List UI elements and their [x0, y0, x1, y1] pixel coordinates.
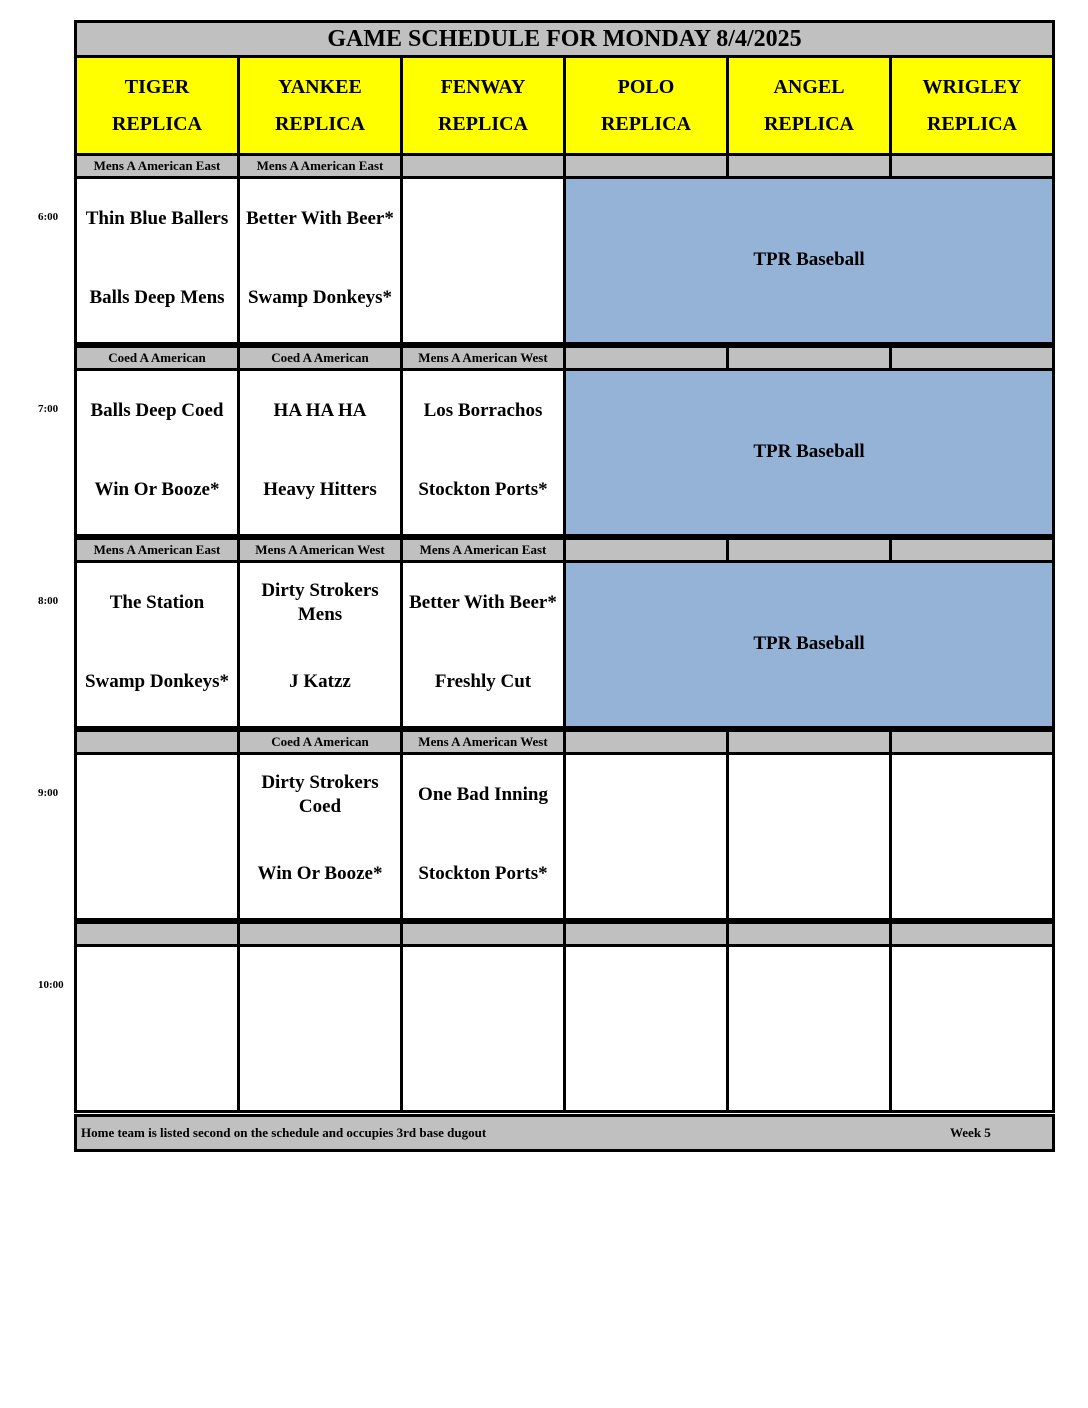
game-cell	[74, 560, 240, 729]
division-label: Mens A American West	[400, 729, 566, 755]
rental-label: TPR Baseball	[753, 440, 865, 462]
time-label: 7:00	[38, 403, 59, 415]
field-subtitle: REPLICA	[763, 112, 854, 135]
field-name: WRIGLEY	[922, 75, 1022, 98]
rental-label: TPR Baseball	[753, 632, 865, 654]
away-team: HA HA HA	[273, 399, 367, 421]
game-cell	[889, 944, 1055, 1113]
field-header-angel	[726, 55, 892, 156]
field-subtitle: REPLICA	[926, 112, 1017, 135]
home-team: Heavy Hitters	[263, 479, 377, 501]
game-cell	[563, 944, 729, 1113]
field-header-tiger	[74, 55, 240, 156]
game-cell	[400, 944, 566, 1113]
field-rental-block	[563, 176, 1055, 345]
game-cell	[74, 752, 240, 921]
field-name: YANKEE	[278, 75, 362, 98]
week-label: Week 5	[950, 1125, 991, 1140]
division-label: Mens A American East	[237, 153, 403, 179]
footer-bar	[74, 1114, 1055, 1152]
away-team: Dirty Strokers Coed	[261, 771, 379, 817]
field-name: TIGER	[124, 75, 190, 98]
home-team: Win Or Booze*	[257, 863, 383, 885]
field-rental-block	[563, 560, 1055, 729]
division-label: Mens A American East	[74, 537, 240, 563]
field-header-fenway	[400, 55, 566, 156]
game-cell	[237, 752, 403, 921]
game-cell	[237, 176, 403, 345]
schedule-sheet	[74, 20, 1055, 1152]
home-team: Win Or Booze*	[94, 479, 220, 501]
division-label: Coed A American	[74, 345, 240, 371]
field-subtitle: REPLICA	[111, 112, 202, 135]
division-label: Mens A American West	[400, 345, 566, 371]
game-cell	[400, 176, 566, 345]
field-subtitle: REPLICA	[274, 112, 365, 135]
game-cell	[726, 944, 892, 1113]
page-title: GAME SCHEDULE FOR MONDAY 8/4/2025	[74, 20, 1055, 58]
game-cell	[400, 368, 566, 537]
time-label: 6:00	[38, 211, 59, 223]
field-name: ANGEL	[773, 75, 845, 98]
field-name: FENWAY	[440, 75, 526, 98]
field-header-wrigley	[889, 55, 1055, 156]
away-team: Balls Deep Coed	[90, 399, 224, 421]
game-cell	[74, 176, 240, 345]
home-team: Balls Deep Mens	[89, 287, 225, 309]
game-cell	[400, 752, 566, 921]
home-team: Stockton Ports*	[418, 479, 548, 501]
home-team: Freshly Cut	[434, 671, 532, 693]
away-team: Better With Beer*	[246, 207, 394, 229]
game-cell	[74, 944, 240, 1113]
division-label: Coed A American	[237, 729, 403, 755]
footer-note: Home team is listed second on the schedule and occupies 3rd base dugout	[81, 1125, 487, 1140]
time-label: 10:00	[38, 979, 64, 991]
division-label: Mens A American West	[237, 537, 403, 563]
game-cell	[563, 752, 729, 921]
field-subtitle: REPLICA	[600, 112, 691, 135]
rental-label: TPR Baseball	[753, 248, 865, 270]
game-cell	[400, 560, 566, 729]
field-rental-block	[563, 368, 1055, 537]
away-team: Thin Blue Ballers	[85, 207, 229, 229]
division-label: Coed A American	[237, 345, 403, 371]
home-team: Swamp Donkeys*	[247, 287, 393, 309]
home-team: J Katzz	[289, 671, 351, 693]
division-label: Mens A American East	[400, 537, 566, 563]
game-cell	[74, 368, 240, 537]
game-cell	[726, 752, 892, 921]
away-team: One Bad Inning	[418, 783, 548, 805]
time-label: 9:00	[38, 787, 59, 799]
home-team: Stockton Ports*	[418, 863, 548, 885]
away-team: Los Borrachos	[423, 399, 543, 421]
time-label: 8:00	[38, 595, 59, 607]
field-header-yankee	[237, 55, 403, 156]
field-subtitle: REPLICA	[437, 112, 528, 135]
away-team: Dirty Strokers Mens	[261, 579, 379, 625]
game-cell	[237, 944, 403, 1113]
field-name: POLO	[617, 75, 675, 98]
game-cell	[889, 752, 1055, 921]
field-header-polo	[563, 55, 729, 156]
game-cell	[237, 560, 403, 729]
home-team: Swamp Donkeys*	[84, 671, 230, 693]
away-team: Better With Beer*	[409, 591, 557, 613]
game-cell	[237, 368, 403, 537]
division-label: Mens A American East	[74, 153, 240, 179]
away-team: The Station	[109, 591, 205, 613]
